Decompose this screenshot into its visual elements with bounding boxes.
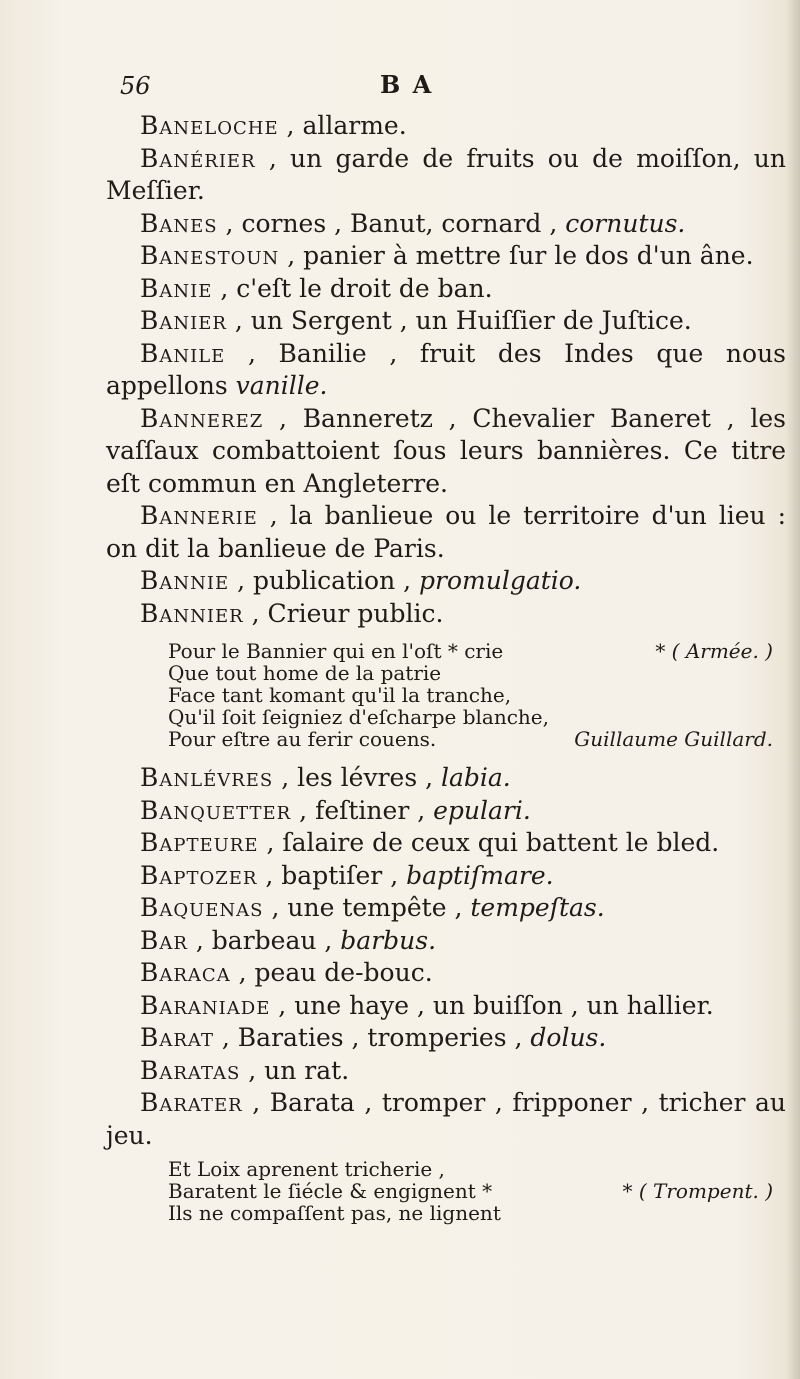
headword: Barat — [140, 1023, 214, 1052]
latin-gloss: vanille. — [235, 371, 328, 400]
headword: Banes — [140, 208, 218, 238]
latin-gloss: baptiſmare. — [406, 860, 554, 890]
dictionary-text — [106, 110, 786, 1224]
entry: Baneloche , allarme. — [140, 111, 407, 140]
entry: Banérier , un garde de fruits ou de moiſſon, un Meſſier. — [106, 143, 786, 205]
headword: Bannerez — [140, 403, 264, 433]
definition: panier à mettre ſur le dos d'un âne. — [303, 241, 754, 270]
definition: Barata , tromper , fripponer , tricher au jeu. — [106, 1088, 787, 1150]
latin-gloss: dolus. — [530, 1023, 607, 1052]
verse-line: Ils ne compaſſent pas, ne lignent — [168, 1201, 501, 1225]
running-head: B A — [380, 70, 434, 99]
headword: Bannier — [140, 598, 244, 628]
definition: cornes , Banut, cornard , — [241, 208, 566, 238]
latin-gloss: epulari. — [433, 795, 531, 825]
definition: Crieur public. — [267, 598, 444, 628]
definition: barbeau , — [211, 925, 341, 955]
headword: Bar — [140, 925, 188, 955]
entry: Baptozer , baptiſer , baptiſmare. — [140, 860, 554, 890]
entry: Banlévres , les lévres , labia. — [140, 763, 511, 792]
headword: Banérier — [140, 143, 256, 173]
definition: baptiſer , — [281, 860, 407, 890]
headword: Banquetter — [140, 795, 292, 825]
definition: Baraties , tromperies , — [237, 1023, 531, 1052]
entry: Baraca , peau de-bouc. — [140, 958, 433, 987]
definition: un garde de fruits ou de moiſſon, un Meſſier. — [106, 143, 786, 205]
definition: une haye , un buiſſon , un hallier. — [294, 990, 714, 1020]
headword: Barater — [140, 1088, 243, 1117]
verse-line: Que tout home de la patrie — [168, 661, 442, 685]
headword: Banestoun — [140, 241, 280, 270]
definition: les lévres , — [297, 763, 441, 792]
headword: Baraniade — [140, 990, 271, 1020]
entry: Bannie , publication , promulgatio. — [140, 566, 582, 595]
entry: Baquenas , une tempête , tempeſtas. — [140, 893, 605, 922]
entry: Banes , cornes , Banut, cornard , cornutus. — [140, 208, 686, 238]
entry: Bannerie , la banlieue ou le territoire d'un lieu : on dit la banlieue de Paris. — [106, 501, 786, 563]
page-edge-shadow — [786, 0, 800, 1379]
entry: Banestoun , panier à mettre ſur le dos d'un âne. — [140, 241, 754, 270]
definition: Banneretz , Chevalier Baneret , les vaſſaux combattoient ſous leurs bannières. Ce titre eſt commun en Angleterre. — [106, 403, 786, 498]
entry: Barat , Baraties , tromperies , dolus. — [140, 1023, 607, 1052]
definition: ſalaire de ceux qui battent le bled. — [282, 828, 720, 857]
entry: Banquetter , feſtiner , epulari. — [140, 795, 531, 825]
entry: Banie , c'eſt le droit de ban. — [140, 273, 493, 303]
headword: Bannerie — [140, 501, 258, 530]
headword: Baratas — [140, 1055, 241, 1085]
verse-quotation — [168, 1158, 773, 1224]
definition: peau de-bouc. — [254, 958, 433, 987]
entry: Baratas , un rat. — [140, 1055, 350, 1085]
headword: Banier — [140, 306, 227, 335]
headword: Banile — [140, 338, 226, 368]
verse-line: Et Loix aprenent tricherie , — [168, 1157, 445, 1181]
definition: c'eſt le droit de ban. — [236, 273, 493, 303]
definition: une tempête , — [287, 893, 471, 922]
entry: Baraniade , une haye , un buiſſon , un hallier. — [140, 990, 714, 1020]
definition: un Sergent , un Huiſſier de Juſtice. — [250, 306, 692, 335]
definition: allarme. — [302, 111, 407, 140]
verse-quotation — [168, 640, 773, 750]
headword: Baraca — [140, 958, 231, 987]
verse-footnote: * ( Armée. ) — [655, 639, 773, 663]
latin-gloss: barbus. — [340, 925, 437, 955]
verse-footnote: * ( Trompent. ) — [622, 1179, 773, 1203]
entry: Bannerez , Banneretz , Chevalier Baneret , les vaſſaux combattoient ſous leurs bannières. Ce titre eſt commun en Angleterre. — [106, 403, 786, 498]
entry: Banier , un Sergent , un Huiſſier de Juſtice. — [140, 306, 692, 335]
definition: publication , — [252, 566, 420, 595]
entry: Bapteure , ſalaire de ceux qui battent le bled. — [140, 828, 720, 857]
definition: feſtiner , — [315, 795, 434, 825]
entry: Bar , barbeau , barbus. — [140, 925, 437, 955]
headword: Bapteure — [140, 828, 259, 857]
headword: Bannie — [140, 566, 230, 595]
headword: Baquenas — [140, 893, 264, 922]
headword: Baneloche — [140, 111, 279, 140]
verse-line: Baratent le ſiécle & engignent * — [168, 1179, 493, 1203]
page-header — [0, 72, 800, 112]
definition: Banilie , fruit des Indes que nous appellons — [106, 338, 786, 400]
headword: Banlévres — [140, 763, 274, 792]
latin-gloss: promulgatio. — [419, 566, 582, 595]
latin-gloss: tempeſtas. — [470, 893, 605, 922]
definition: un rat. — [264, 1055, 350, 1085]
entry: Barater , Barata , tromper , fripponer , tricher au jeu. — [106, 1088, 787, 1150]
definition: la banlieue ou le territoire d'un lieu : on dit la banlieue de Paris. — [106, 501, 786, 563]
verse-signature: Guillaume Guillard. — [574, 727, 773, 751]
page-number: 56 — [120, 72, 151, 100]
headword: Baptozer — [140, 860, 258, 890]
entry: Banile , Banilie , fruit des Indes que nous appellons vanille. — [106, 338, 786, 400]
verse-line: Pour eſtre au ferir couens. Guillaume Guillard. — [168, 727, 773, 751]
latin-gloss: labia. — [441, 763, 511, 792]
headword: Banie — [140, 273, 213, 303]
verse-line: Qu'il ſoit ſeigniez d'eſcharpe blanche, — [168, 705, 549, 729]
verse-line: Pour le Bannier qui en l'oſt * crie — [168, 639, 504, 663]
verse-line: Face tant komant qu'il la tranche, — [168, 683, 512, 707]
entry: Bannier , Crieur public. — [140, 598, 444, 628]
latin-gloss: cornutus. — [565, 208, 686, 238]
